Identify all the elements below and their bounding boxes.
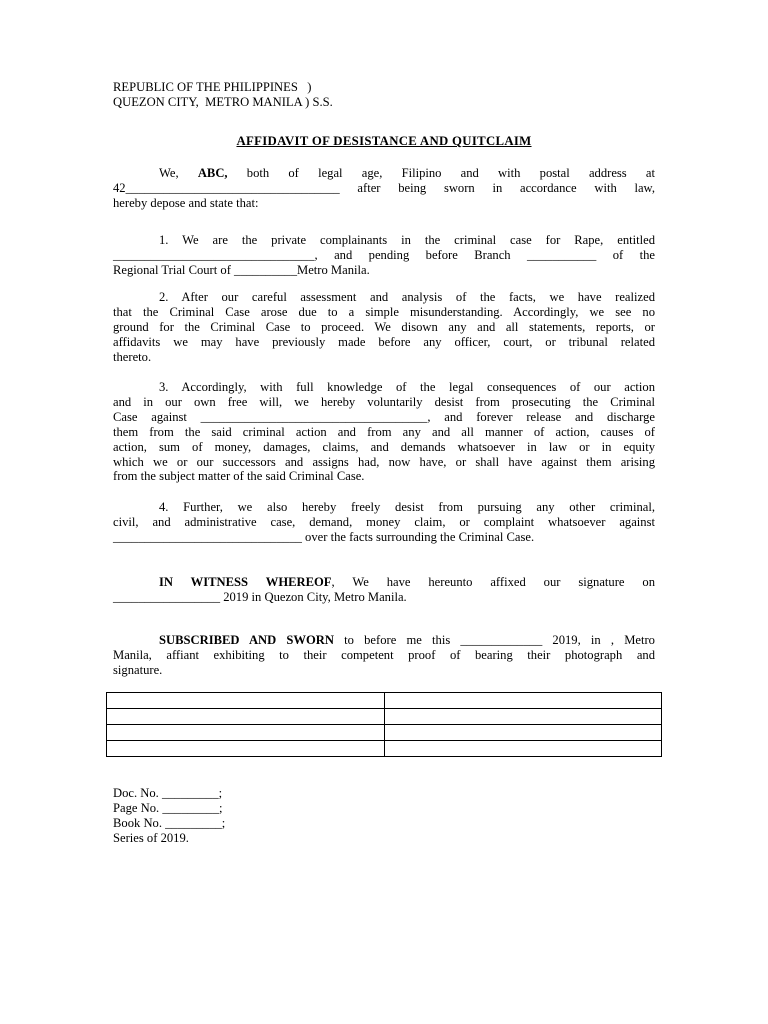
witness-line-2: _________________ 2019 in Quezon City, Metro Manila. [113,589,407,604]
p2-line-4: affidavits we may have previously made before any officer, court, or tribunal related [113,334,655,349]
paragraph-2 [113,290,655,365]
p2-line-2: that the Criminal Case arose due to a simple misunderstanding. Accordingly, we see no [113,304,655,319]
table-cell [384,693,662,709]
notarial-register [113,786,225,846]
jurat-line-1 [113,633,655,648]
p3-line-1: 3. Accordingly, with full knowledge of the legal consequences of our action [159,380,655,394]
table-row [107,693,662,709]
intro-line-1 [113,166,655,181]
p1-line-1: 1. We are the private complainants in the criminal case for Rape, entitled [159,233,655,247]
p4-line-3: ______________________________ over the facts surrounding the Criminal Case. [113,529,535,544]
document-title: AFFIDAVIT OF DESISTANCE AND QUITCLAIM [236,134,532,148]
p1-line-2: ________________________________, and pending before Branch ___________ of the [113,247,655,262]
venue-line-1: REPUBLIC OF THE PHILIPPINES ) [113,80,312,94]
p2-line-1: 2. After our careful assessment and analysis of the facts, we have realized [159,290,655,304]
intro-we: We, [159,166,198,180]
jurat-heading: SUBSCRIBED AND SWORN [159,633,334,647]
p2-line-3: ground for the Criminal Case to proceed. We disown any and all statements, reports, or [113,319,655,334]
page-number: Page No. _________; [113,801,223,815]
paragraph-3 [113,380,655,484]
p3-line-5: action, sum of money, damages, claims, and demands whatsoever in law or in equity [113,439,655,454]
paragraph-1 [113,233,655,278]
jurat-line-1-rest: to before me this _____________ 2019, in , Metro [334,633,655,647]
witness-line-1 [113,575,655,590]
table-cell [384,741,662,757]
table-cell [107,709,385,725]
table-cell [107,693,385,709]
doc-number: Doc. No. _________; [113,786,223,800]
jurat-line-2: Manila, affiant exhibiting to their competent proof of bearing their photograph and [113,647,655,662]
p4-line-1: 4. Further, we also hereby freely desist from pursuing any other criminal, [159,500,655,514]
venue-line-2: QUEZON CITY, METRO MANILA ) S.S. [113,95,333,109]
p3-line-4: them from the said criminal action and from any and all manner of action, causes of [113,424,655,439]
p1-line-3: Regional Trial Court of __________Metro Manila. [113,262,370,277]
table-row [107,741,662,757]
witness-line-1-rest: , We have hereunto affixed our signature on [331,575,655,589]
paragraph-4 [113,500,655,545]
table-cell [107,741,385,757]
table-cell [384,709,662,725]
intro-line-3: hereby depose and state that: [113,195,259,210]
affiant-name: ABC, [197,166,228,180]
table-cell [384,725,662,741]
p3-line-2: and in our own free will, we hereby voluntarily desist from prosecuting the Criminal [113,394,655,409]
jurat-paragraph [113,633,655,678]
p4-line-2: civil, and administrative case, demand, money claim, or complaint whatsoever against [113,514,655,529]
p2-line-5: thereto. [113,349,152,364]
witness-paragraph [113,575,655,605]
intro-line-1-rest: both of legal age, Filipino and with postal address at [227,166,655,180]
witness-heading: IN WITNESS WHEREOF [159,575,332,589]
jurat-line-3: signature. [113,662,163,677]
p3-line-6: which we or our successors and assigns had, now have, or shall have against them arising [113,454,655,469]
affiant-id-table [106,692,662,757]
table-cell [107,725,385,741]
table-row [107,725,662,741]
table-row [107,709,662,725]
intro-line-2: 42__________________________________ after being sworn in accordance with law, [113,180,655,195]
p3-line-3: Case against ____________________________________, and forever release and discharge [113,409,655,424]
p3-line-7: from the subject matter of the said Criminal Case. [113,469,365,484]
book-number: Book No. _________; [113,816,226,830]
series-year: Series of 2019. [113,831,189,845]
intro-paragraph [113,166,655,211]
